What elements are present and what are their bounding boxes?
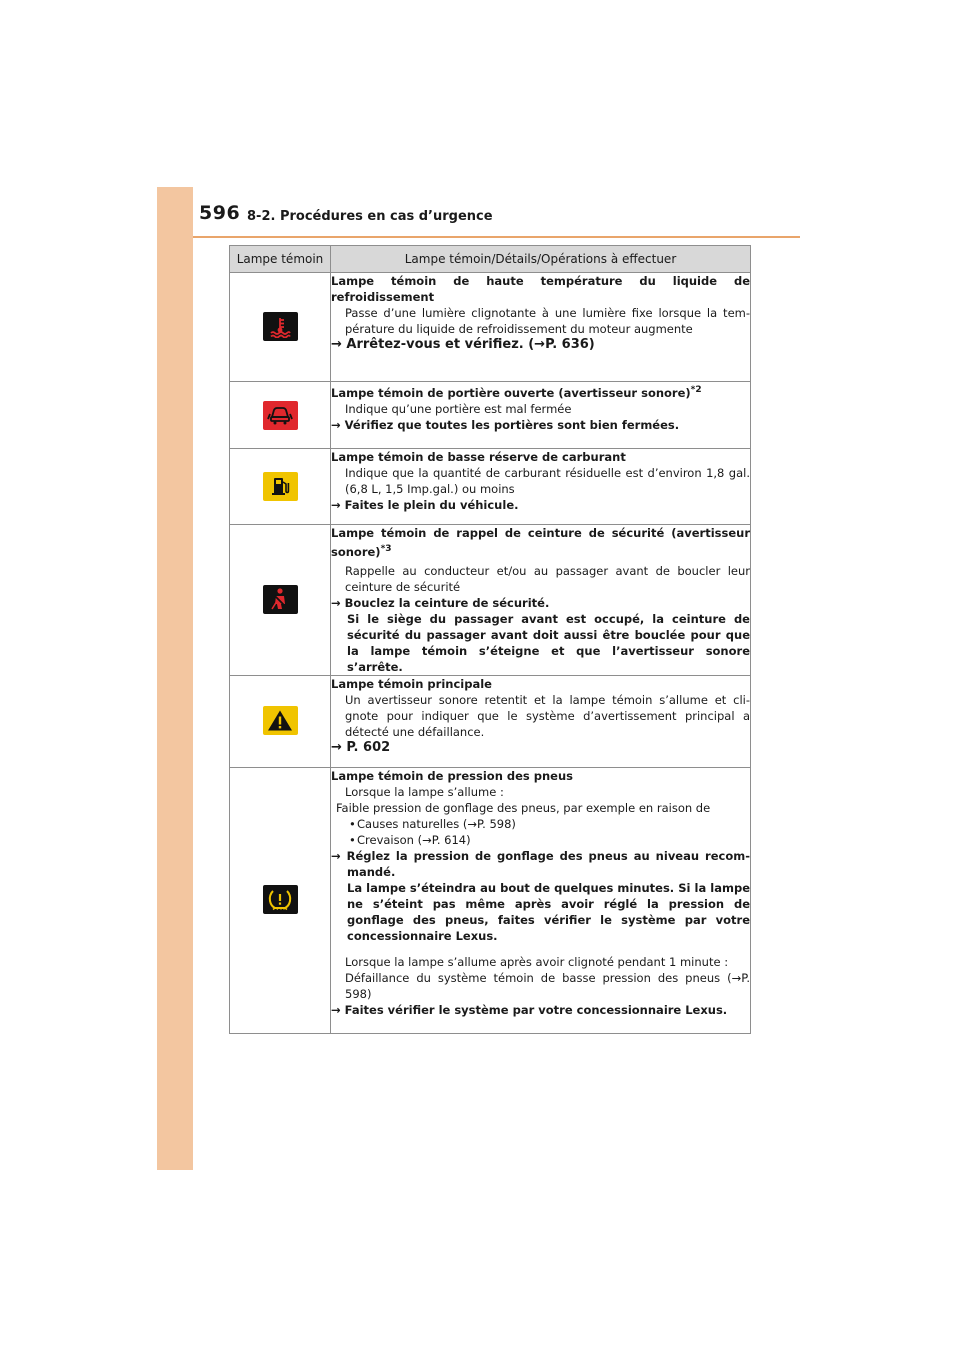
- list-item: • Causes naturelles (→P. 598): [331, 816, 750, 832]
- table-row: [230, 525, 751, 676]
- footnote-marker: *2: [690, 385, 702, 395]
- section-title: 8-2. Procédures en cas d’urgence: [247, 209, 493, 224]
- lamp-title: Lampe témoin de haute température du liquide de refroidissement: [331, 274, 750, 304]
- column-header-details: Lampe témoin/Détails/Opérations à effectuer: [331, 246, 751, 273]
- lamp-detail: Indique que la quantité de carburant résiduelle est d’environ 1,8 gal. (6,8 L, 1,5 Imp.gal.) ou moins: [345, 466, 750, 496]
- lamp-title: Lampe témoin de rappel de ceinture de sécurité (avertisseur sonore): [331, 526, 750, 559]
- lamp-detail: Indique qu’une portière est mal fermée: [345, 401, 572, 416]
- lamp-title: Lampe témoin principale: [331, 676, 492, 691]
- page-number: 596: [199, 202, 241, 224]
- lamp-action: → Réglez la pression de gonflage des pneus au niveau recom-mandé.: [331, 848, 750, 879]
- lamp-title: Lampe témoin de portière ouverte (avertisseur sonore): [331, 385, 691, 400]
- fuel-pump-icon: [263, 472, 298, 501]
- lamp-action: → Vérifiez que toutes les portières sont bien fermées.: [331, 417, 680, 432]
- door-open-icon: [263, 401, 298, 430]
- table-row: [230, 449, 751, 525]
- lamp-action: → Faites vérifier le système par votre concessionnaire Lexus.: [331, 1002, 728, 1017]
- lamp-detail: Défaillance du système témoin de basse pression des pneus (→P. 598): [345, 970, 750, 1001]
- master-warning-icon: [263, 706, 298, 735]
- warning-lamp-table: [229, 245, 751, 1034]
- lamp-detail: Un avertisseur sonore retentit et la lampe témoin s’allume et cli-gnote pour indiquer que le système d’avertissement principal a détecté une défaillance.: [345, 692, 750, 739]
- lamp-action-note: Si le siège du passager avant est occupé, la ceinture de sécurité du passager avant doit aussi être bouclée pour que la lampe témoin s’éteigne et que l’avertisseur sonore s’arrête.: [347, 611, 750, 674]
- lamp-action: → Arrêtez-vous et vérifiez. (→P. 636): [331, 337, 595, 352]
- tire-pressure-icon: [263, 885, 298, 914]
- seatbelt-icon: [263, 585, 298, 614]
- list-item: • Crevaison (→P. 614): [331, 832, 750, 848]
- footnote-marker: *3: [380, 544, 392, 554]
- lamp-condition: Lorsque la lampe s’allume :: [345, 784, 504, 799]
- lamp-action: → P. 602: [331, 739, 391, 755]
- chapter-side-tab: [157, 187, 193, 1170]
- table-row: [230, 767, 751, 1033]
- table-row: [230, 675, 751, 767]
- lamp-title: Lampe témoin de pression des pneus: [331, 768, 574, 783]
- lamp-action: → Bouclez la ceinture de sécurité.: [331, 595, 550, 610]
- coolant-temperature-icon: [263, 312, 298, 341]
- table-header-row: [230, 246, 751, 273]
- lamp-action: → Faites le plein du véhicule.: [331, 498, 519, 512]
- page-header: [193, 200, 800, 238]
- table-row: [230, 273, 751, 382]
- lamp-detail: Rappelle au conducteur et/ou au passager avant de boucler leur ceinture de sécurité: [345, 563, 750, 594]
- lamp-condition: Lorsque la lampe s’allume après avoir clignoté pendant 1 minute :: [345, 954, 729, 969]
- table-row: [230, 382, 751, 449]
- lamp-action-note: La lampe s’éteindra au bout de quelques minutes. Si la lampe ne s’éteint pas même après avoir réglé la pression de gonflage des pneus, faites vérifier le système par votre concessionnaire Lexus.: [347, 880, 750, 943]
- lamp-title: Lampe témoin de basse réserve de carburant: [331, 450, 626, 464]
- lamp-detail: Faible pression de gonflage des pneus, par exemple en raison de: [336, 800, 711, 815]
- lamp-detail: Passe d’une lumière clignotante à une lumière fixe lorsque la tem-pérature du liquide de refroidissement du moteur augmente: [345, 306, 750, 336]
- column-header-lamp: Lampe témoin: [230, 246, 331, 273]
